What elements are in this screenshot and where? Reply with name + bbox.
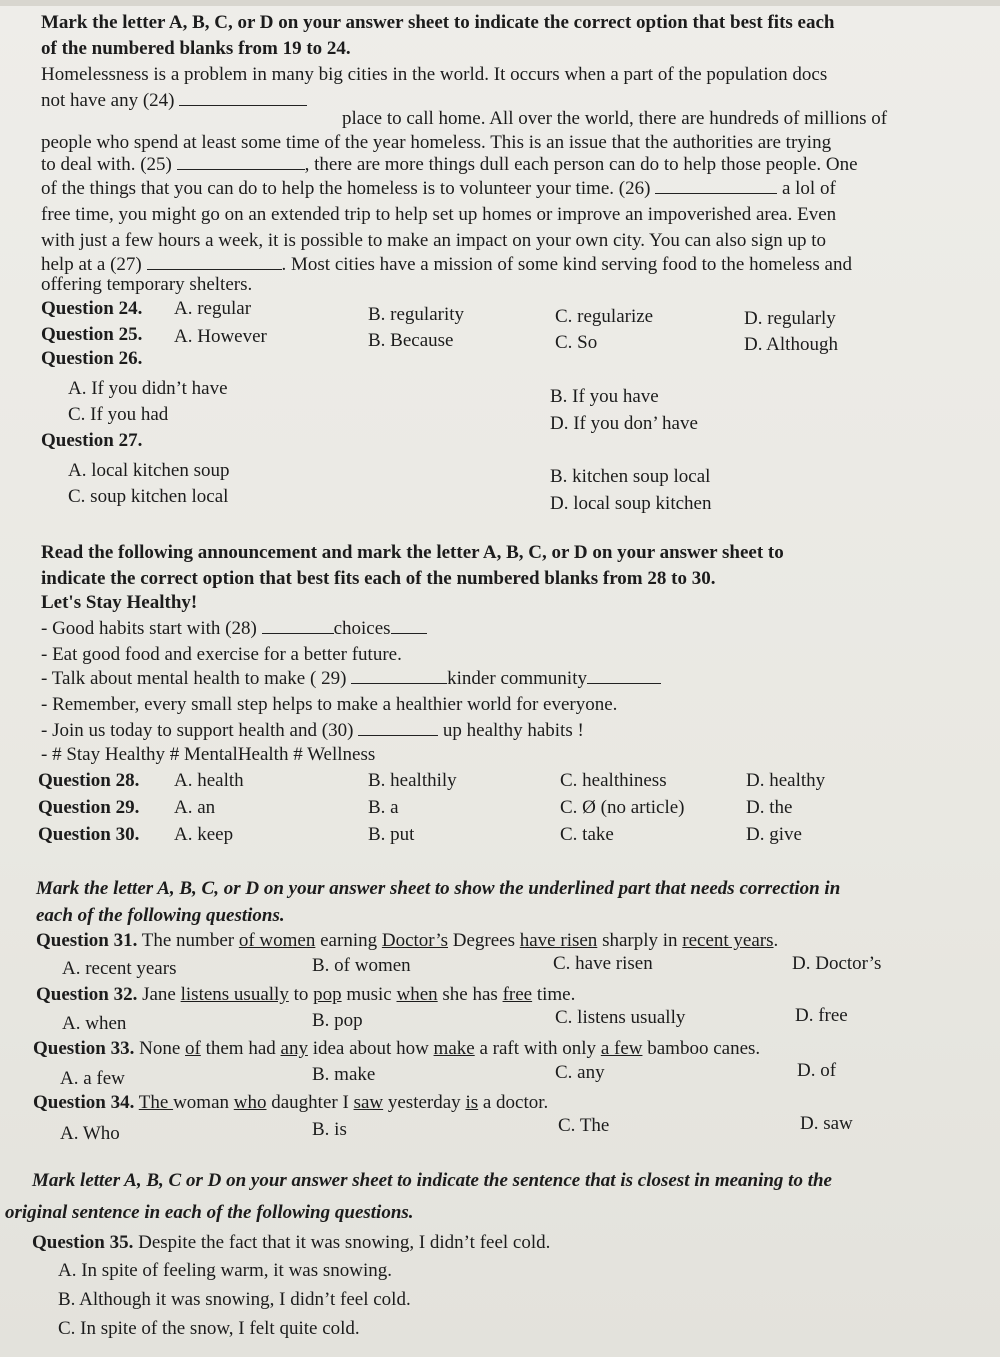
q33-text: bamboo canes. <box>642 1038 761 1059</box>
q32-underlined-part: pop <box>313 984 342 1005</box>
page-top-edge <box>0 0 1000 6</box>
q33-option-c[interactable]: C. any <box>555 1062 605 1083</box>
q32-option-d[interactable]: D. free <box>795 1005 848 1026</box>
q31-text: . <box>773 930 779 951</box>
q34-underlined-part: is <box>465 1092 479 1113</box>
announcement-line <box>41 618 427 640</box>
q33-stem <box>33 1038 760 1060</box>
q34-underlined-part: who <box>233 1092 267 1113</box>
q34-text: yesterday <box>383 1092 466 1113</box>
q32-underlined-part: when <box>396 984 438 1005</box>
q28-option-d[interactable]: D. healthy <box>746 770 826 791</box>
q31-text: Degrees <box>448 930 520 951</box>
blank-underline <box>587 682 661 684</box>
q32-text: Jane <box>137 984 181 1005</box>
q28-option-c[interactable]: C. healthiness <box>560 770 667 791</box>
passage-line: offering temporary shelters. <box>41 274 253 295</box>
q27-option-c[interactable]: C. soup kitchen local <box>68 486 229 507</box>
q27-option-b[interactable]: B. kitchen soup local <box>550 466 711 487</box>
q34-text: a doctor. <box>478 1092 549 1113</box>
q34-stem <box>33 1092 548 1114</box>
q31-text: sharply in <box>597 930 683 951</box>
announcement-line: - Eat good food and exercise for a better future. <box>41 644 402 665</box>
announcement-text: choices <box>333 618 391 639</box>
q33-text: idea about how <box>307 1038 434 1059</box>
q33-option-b[interactable]: B. make <box>312 1064 376 1085</box>
q30-label: Question 30. <box>38 824 140 845</box>
announcement-title: Let's Stay Healthy! <box>41 592 198 613</box>
q33-label: Question 33. <box>33 1038 135 1059</box>
passage-line: place to call home. All over the world, there are hundreds of millions of <box>342 108 888 129</box>
section1-instruction-line1: Mark the letter A, B, C, or D on your answer sheet to indicate the correct option that best fits each <box>41 12 835 33</box>
q25-option-b[interactable]: B. Because <box>368 330 454 351</box>
q32-label: Question 32. <box>36 984 138 1005</box>
q29-label: Question 29. <box>38 797 140 818</box>
section2-instruction-line2: indicate the correct option that best fits each of the numbered blanks from 28 to 30. <box>41 568 716 589</box>
q30-option-c[interactable]: C. take <box>560 824 614 845</box>
q35-option-c[interactable]: C. In spite of the snow, I felt quite cold. <box>58 1318 360 1339</box>
q25-option-a[interactable]: A. However <box>174 326 267 347</box>
passage-text: , there are more things dull each person can do to help those people. One <box>304 154 858 175</box>
blank-28 <box>262 632 334 634</box>
q34-option-a[interactable]: A. Who <box>60 1123 120 1144</box>
q32-text: time. <box>532 984 576 1005</box>
q32-option-a[interactable]: A. when <box>62 1013 127 1034</box>
q29-option-a[interactable]: A. an <box>174 797 216 818</box>
blank-25 <box>177 168 305 170</box>
q31-option-c[interactable]: C. have risen <box>553 953 653 974</box>
passage-text: to deal with. (25) <box>41 154 172 175</box>
q32-option-b[interactable]: B. pop <box>312 1010 363 1031</box>
q24-option-c[interactable]: C. regularize <box>555 306 654 327</box>
q31-underlined-part: of women <box>238 930 316 951</box>
passage-text: a lol of <box>781 178 836 199</box>
passage-line <box>41 154 858 176</box>
q35-option-a[interactable]: A. In spite of feeling warm, it was snowing. <box>58 1260 393 1281</box>
announcement-line: - # Stay Healthy # MentalHealth # Wellness <box>41 744 376 765</box>
q29-option-c[interactable]: C. Ø (no article) <box>560 797 685 818</box>
q33-underlined-part: of <box>185 1038 201 1059</box>
q31-underlined-part: recent years <box>682 930 774 951</box>
q34-option-c[interactable]: C. The <box>558 1115 610 1136</box>
passage-text: not have any (24) <box>41 90 175 111</box>
q32-stem <box>36 984 575 1006</box>
q28-label: Question 28. <box>38 770 140 791</box>
q30-option-d[interactable]: D. give <box>746 824 802 845</box>
q24-option-b[interactable]: B. regularity <box>368 304 465 325</box>
passage-text: . Most cities have a mission of some kind serving food to the homeless and <box>281 254 852 275</box>
passage-line <box>41 178 836 200</box>
q35-text: Despite the fact that it was snowing, I didn’t feel cold. <box>133 1232 551 1253</box>
q32-underlined-part: free <box>502 984 533 1005</box>
q24-option-a[interactable]: A. regular <box>174 298 252 319</box>
q25-option-c[interactable]: C. So <box>555 332 598 353</box>
q27-label: Question 27. <box>41 430 143 451</box>
q31-underlined-part: have risen <box>519 930 598 951</box>
q31-label: Question 31. <box>36 930 138 951</box>
q35-option-b[interactable]: B. Although it was snowing, I didn’t feel cold. <box>58 1289 411 1310</box>
q28-option-b[interactable]: B. healthily <box>368 770 457 791</box>
passage-line: Homelessness is a problem in many big cities in the world. It occurs when a part of the population docs <box>41 64 828 85</box>
section2-instruction-line1: Read the following announcement and mark the letter A, B, C, or D on your answer sheet to <box>41 542 784 563</box>
q34-text: woman <box>173 1092 234 1113</box>
q34-option-d[interactable]: D. saw <box>800 1113 853 1134</box>
section3-instruction-line1: Mark the letter A, B, C, or D on your answer sheet to show the underlined part that needs correction in <box>36 878 841 899</box>
blank-30 <box>358 734 438 736</box>
q33-text: them had <box>200 1038 281 1059</box>
q31-option-b[interactable]: B. of women <box>312 955 411 976</box>
section3-instruction-line2: each of the following questions. <box>36 905 285 926</box>
q32-text: she has <box>437 984 503 1005</box>
q34-label: Question 34. <box>33 1092 135 1113</box>
q33-option-d[interactable]: D. of <box>797 1060 837 1081</box>
q33-text: None <box>134 1038 186 1059</box>
q33-option-a[interactable]: A. a few <box>60 1068 125 1089</box>
q33-underlined-part: any <box>280 1038 308 1059</box>
q29-option-d[interactable]: D. the <box>746 797 793 818</box>
q35-label: Question 35. <box>32 1232 134 1253</box>
q31-text: earning <box>315 930 382 951</box>
announcement-text: - Join us today to support health and (30) <box>41 720 354 741</box>
q32-text: to <box>288 984 314 1005</box>
q31-underlined-part: Doctor’s <box>381 930 448 951</box>
passage-line: with just a few hours a week, it is possible to make an impact on your own city. You can also sign up to <box>41 230 827 251</box>
q33-underlined-part: a few <box>600 1038 643 1059</box>
blank-26 <box>655 192 777 194</box>
passage-line: free time, you might go on an extended trip to help set up homes or improve an impoverished area. Even <box>41 204 837 225</box>
q26-label: Question 26. <box>41 348 143 369</box>
q34-underlined-part: saw <box>353 1092 384 1113</box>
q34-underlined-part: The <box>138 1092 174 1113</box>
q24-option-d[interactable]: D. regularly <box>744 308 836 329</box>
q31-option-d[interactable]: D. Doctor’s <box>792 953 882 974</box>
section4-instruction-line1: Mark letter A, B, C or D on your answer sheet to indicate the sentence that is closest in meaning to the <box>32 1170 832 1191</box>
q26-option-a[interactable]: A. If you didn’t have <box>68 378 228 399</box>
announcement-line <box>41 668 661 690</box>
passage-text: help at a (27) <box>41 254 142 275</box>
announcement-text: - Talk about mental health to make ( 29) <box>41 668 347 689</box>
q26-option-c[interactable]: C. If you had <box>68 404 169 425</box>
q29-option-b[interactable]: B. a <box>368 797 399 818</box>
q34-text: daughter I <box>266 1092 354 1113</box>
q27-option-a[interactable]: A. local kitchen soup <box>68 460 230 481</box>
q32-text: music <box>341 984 397 1005</box>
q31-stem <box>36 930 778 952</box>
q30-option-b[interactable]: B. put <box>368 824 415 845</box>
q24-label: Question 24. <box>41 298 143 319</box>
section1-instruction-line2: of the numbered blanks from 19 to 24. <box>41 38 351 59</box>
announcement-text: kinder community <box>447 668 587 689</box>
q25-label: Question 25. <box>41 324 143 345</box>
q25-option-d[interactable]: D. Although <box>744 334 838 355</box>
announcement-text: - Good habits start with (28) <box>41 618 257 639</box>
passage-line <box>41 90 307 112</box>
q31-option-a[interactable]: A. recent years <box>62 958 177 979</box>
announcement-line <box>41 720 584 742</box>
q33-underlined-part: make <box>433 1038 475 1059</box>
section4-instruction-line2: original sentence in each of the following questions. <box>5 1202 414 1223</box>
blank-29 <box>351 682 447 684</box>
q33-text: a raft with only <box>474 1038 601 1059</box>
blank-underline <box>391 632 427 634</box>
q34-option-b[interactable]: B. is <box>312 1119 347 1140</box>
q32-option-c[interactable]: C. listens usually <box>555 1007 686 1028</box>
q27-option-d[interactable]: D. local soup kitchen <box>550 493 712 514</box>
blank-24 <box>179 104 307 106</box>
q31-text: The number <box>137 930 239 951</box>
passage-line: people who spend at least some time of the year homeless. This is an issue that the authorities are trying <box>41 132 832 153</box>
q30-option-a[interactable]: A. keep <box>174 824 234 845</box>
passage-text: of the things that you can do to help the homeless is to volunteer your time. (26) <box>41 178 651 199</box>
q26-option-b[interactable]: B. If you have <box>550 386 659 407</box>
announcement-line: - Remember, every small step helps to make a healthier world for everyone. <box>41 694 618 715</box>
passage-line <box>41 254 852 276</box>
blank-27 <box>147 268 282 270</box>
q32-underlined-part: listens usually <box>180 984 289 1005</box>
announcement-text: up healthy habits ! <box>442 720 584 741</box>
q35-stem <box>32 1232 550 1254</box>
q28-option-a[interactable]: A. health <box>174 770 244 791</box>
q26-option-d[interactable]: D. If you don’ have <box>550 413 698 434</box>
